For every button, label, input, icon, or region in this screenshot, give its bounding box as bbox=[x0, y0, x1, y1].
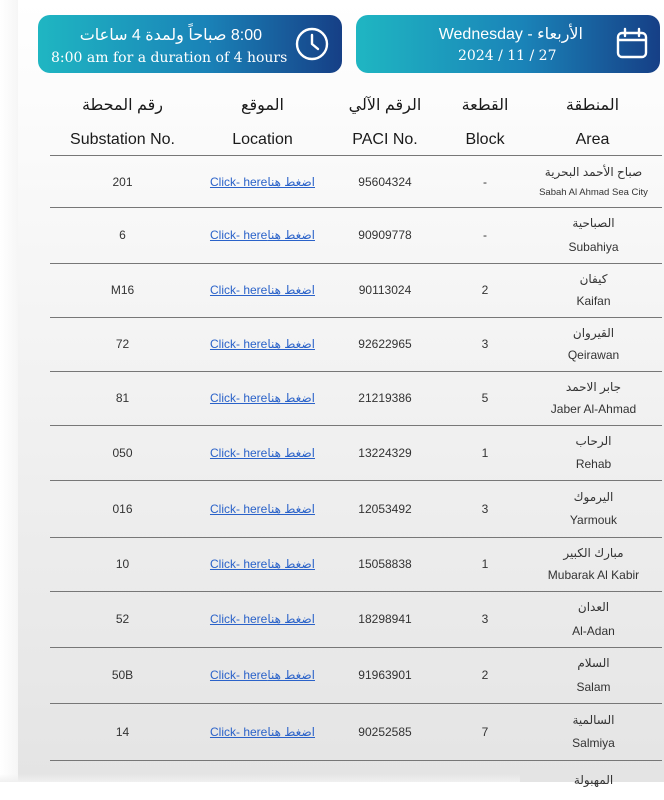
location-cell bbox=[195, 207, 330, 263]
paci-number: 18298941 bbox=[358, 612, 412, 626]
time-banner bbox=[38, 15, 342, 73]
block-number: 1 bbox=[481, 445, 489, 460]
area-cell bbox=[525, 156, 662, 207]
substation-number: 6 bbox=[119, 228, 126, 242]
area-name-en: Kaifan bbox=[576, 294, 611, 309]
area-name-en: Qeirawan bbox=[567, 348, 620, 363]
location-link[interactable]: Click- hereاضغط هنا bbox=[209, 445, 315, 460]
area-cell bbox=[525, 371, 662, 425]
area-name-en: Sabah Al Ahmad Sea City bbox=[539, 187, 648, 199]
area-name-ar: الصباحية bbox=[572, 216, 615, 231]
paci-number: 12053492 bbox=[358, 501, 412, 516]
substation-number: 52 bbox=[115, 612, 130, 626]
table-row bbox=[50, 647, 662, 703]
area-name-en: Jaber Al-Ahmad bbox=[550, 402, 637, 417]
block-number: 1 bbox=[481, 557, 489, 571]
area-cell bbox=[525, 591, 662, 647]
area-name-ar: السلام bbox=[577, 656, 610, 671]
area-name-ar: السالمية bbox=[572, 712, 615, 727]
page-bottom-edge bbox=[0, 774, 520, 782]
block-number: 3 bbox=[481, 612, 489, 626]
location-cell bbox=[195, 263, 330, 317]
table-row bbox=[50, 703, 662, 760]
paci-number: 90113024 bbox=[358, 283, 412, 297]
area-cell bbox=[525, 207, 662, 263]
location-link[interactable]: Click- hereاضغط هنا bbox=[209, 668, 315, 682]
area-name-ar: مبارك الكبير bbox=[563, 545, 624, 560]
clock-icon bbox=[294, 26, 330, 62]
location-link[interactable]: Click- hereاضغط هنا bbox=[209, 724, 315, 739]
paci-number: 92622965 bbox=[358, 337, 412, 351]
area-name-ar: الرحاب bbox=[575, 434, 612, 448]
substation-number: 72 bbox=[115, 337, 130, 351]
table-row bbox=[50, 371, 662, 425]
area-name-en: Subahiya bbox=[568, 239, 619, 254]
area-cell bbox=[525, 263, 662, 317]
area-name-ar: العدان bbox=[577, 600, 610, 615]
table-row bbox=[50, 425, 662, 480]
area-name-ar: كيفان bbox=[579, 271, 608, 286]
day-label: Wednesday - الأربعاء bbox=[438, 26, 583, 43]
block-number: 2 bbox=[481, 668, 489, 682]
substation-number: 016 bbox=[112, 501, 133, 516]
header-location-ar: الموقع bbox=[241, 97, 284, 114]
header-area-ar: المنطقة bbox=[565, 97, 620, 114]
location-cell bbox=[195, 480, 330, 537]
paci-number: 90252585 bbox=[358, 724, 412, 739]
location-link[interactable]: Click- hereاضغط هنا bbox=[209, 283, 315, 297]
area-name-ar: اليرموك bbox=[573, 489, 614, 504]
area-name-ar: القيروان bbox=[572, 325, 615, 340]
header-area-en: Area bbox=[575, 131, 610, 148]
substation-number: 201 bbox=[112, 174, 133, 189]
location-cell bbox=[195, 591, 330, 647]
location-link[interactable]: Click- hereاضغط هنا bbox=[209, 391, 315, 405]
area-name-ar: صباح الأحمد البحرية bbox=[544, 164, 643, 179]
substation-number: 14 bbox=[115, 724, 130, 739]
calendar-icon bbox=[614, 25, 650, 61]
block-number: 2 bbox=[481, 283, 489, 297]
date-label: 2024 / 11 / 27 bbox=[458, 48, 557, 64]
table-row bbox=[50, 156, 662, 207]
paci-number: 13224329 bbox=[358, 445, 412, 460]
table-row bbox=[50, 263, 662, 317]
area-cell bbox=[525, 760, 662, 800]
table-row bbox=[50, 480, 662, 537]
header-block-en: Block bbox=[465, 131, 505, 148]
substation-number: 50B bbox=[111, 668, 134, 682]
header-paci-en: PACI No. bbox=[352, 131, 418, 148]
area-name-en: Rehab bbox=[575, 457, 612, 471]
area-name-en: Salmiya bbox=[572, 736, 615, 751]
area-name-en: Salam bbox=[576, 679, 611, 694]
location-cell bbox=[195, 703, 330, 760]
date-banner bbox=[356, 15, 660, 73]
table-row bbox=[50, 317, 662, 371]
area-cell bbox=[525, 647, 662, 703]
block-number: - bbox=[483, 174, 487, 189]
block-number: 3 bbox=[481, 501, 489, 516]
location-link[interactable]: Click- hereاضغط هنا bbox=[209, 612, 315, 626]
table-row bbox=[50, 591, 662, 647]
block-number: 5 bbox=[481, 391, 489, 405]
area-cell bbox=[525, 480, 662, 537]
header-substation-ar: رقم المحطة bbox=[81, 97, 164, 114]
paci-number: 91963901 bbox=[358, 668, 412, 682]
header-paci-ar: الرقم الآلي bbox=[348, 97, 422, 114]
area-cell bbox=[525, 425, 662, 480]
block-number: 7 bbox=[481, 724, 489, 739]
area-name-ar: المهبولة bbox=[573, 773, 614, 787]
page-left-margin bbox=[0, 0, 18, 782]
time-english: 8:00 am for a duration of 4 hours bbox=[51, 50, 288, 66]
area-name-en: Yarmouk bbox=[569, 513, 618, 528]
area-name-en: Mubarak Al Kabir bbox=[547, 568, 640, 583]
location-cell bbox=[195, 425, 330, 480]
header-block-ar: القطعة bbox=[461, 97, 509, 114]
paci-number: 90909778 bbox=[358, 228, 412, 242]
time-arabic: 8:00 صباحاً ولمدة 4 ساعات bbox=[79, 27, 262, 44]
table-row bbox=[50, 207, 662, 263]
location-link[interactable]: Click- hereاضغط هنا bbox=[209, 557, 315, 571]
location-link[interactable]: Click- hereاضغط هنا bbox=[209, 228, 315, 242]
table-row bbox=[50, 537, 662, 591]
location-link[interactable]: Click- hereاضغط هنا bbox=[209, 501, 315, 516]
header-location-en: Location bbox=[232, 131, 293, 148]
substation-number: 050 bbox=[112, 445, 133, 460]
block-number: - bbox=[483, 228, 487, 242]
location-cell bbox=[195, 371, 330, 425]
area-cell bbox=[525, 537, 662, 591]
location-cell bbox=[195, 537, 330, 591]
paci-number: 21219386 bbox=[358, 391, 412, 405]
area-cell bbox=[525, 703, 662, 760]
paci-number: 95604324 bbox=[358, 174, 412, 189]
location-cell bbox=[195, 647, 330, 703]
location-cell bbox=[195, 156, 330, 207]
block-number: 3 bbox=[481, 337, 489, 351]
area-name-ar: جابر الاحمد bbox=[565, 379, 622, 394]
area-name-en: Al-Adan bbox=[572, 623, 615, 638]
substation-number: 81 bbox=[115, 391, 130, 405]
location-link[interactable]: Click- hereاضغط هنا bbox=[209, 337, 315, 351]
area-cell bbox=[525, 317, 662, 371]
header-substation-en: Substation No. bbox=[70, 131, 175, 148]
location-cell bbox=[195, 317, 330, 371]
substation-number: M16 bbox=[110, 283, 135, 297]
substation-number: 10 bbox=[115, 557, 130, 571]
location-link[interactable]: Click- hereاضغط هنا bbox=[209, 174, 315, 189]
paci-number: 15058838 bbox=[358, 557, 412, 571]
